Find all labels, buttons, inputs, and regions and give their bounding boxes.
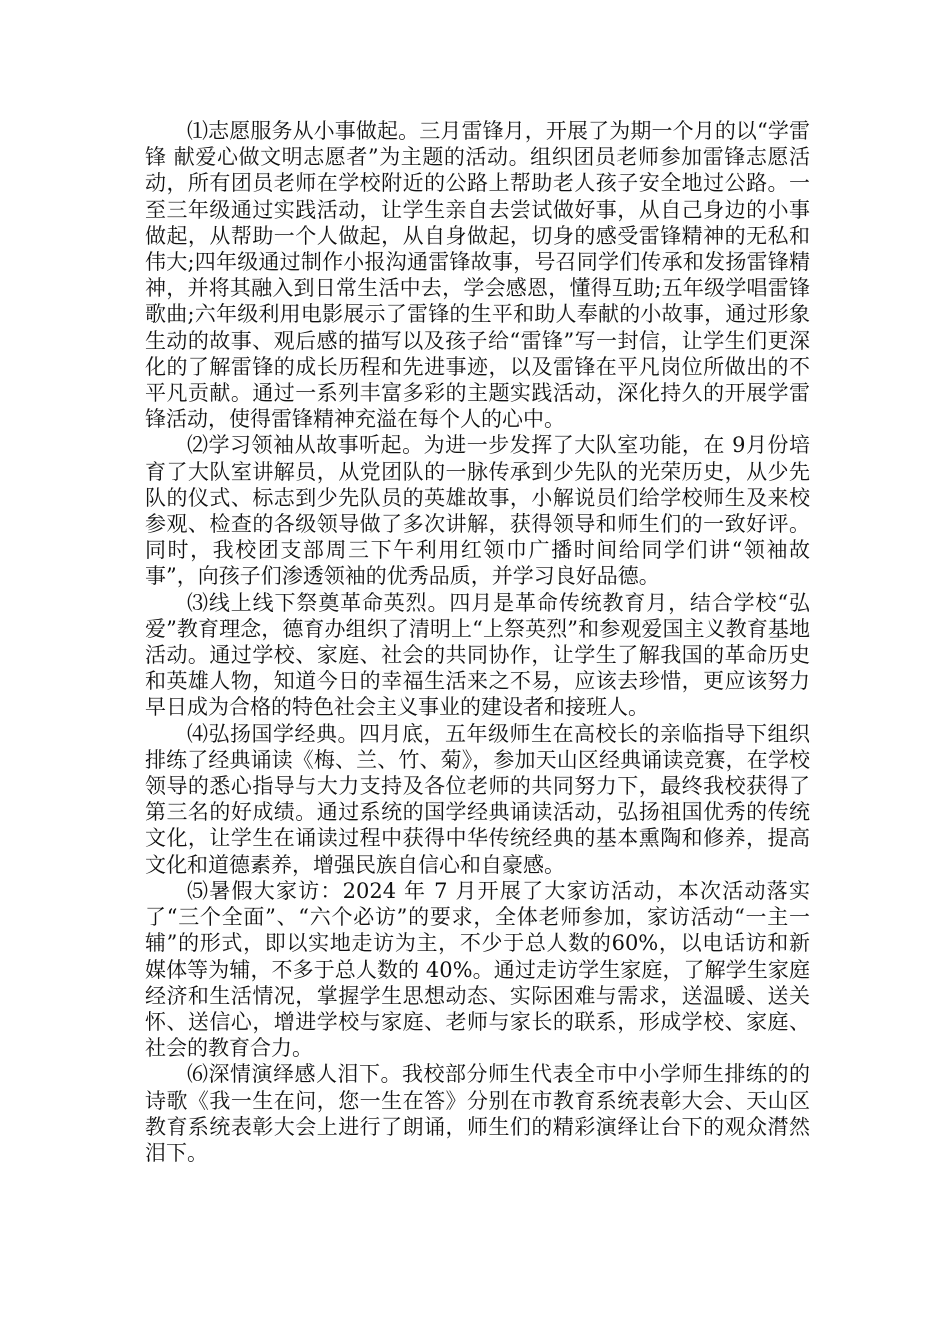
paragraph-leader-stories: ⑵学习领袖从故事听起。为进一步发挥了大队室功能，在 9月份培育了大队室讲解员，从党团队的一脉传承到少先队的光荣历史，从少先队的仪式、标志到少先队员的英雄故事，小解说员们给学校师生及来校参观、检查的各级领导做了多次讲解，获得领导和师生们的一致好评。同时，我校团支部周三下午利用红领巾广播时间给同学们讲“领袖故事”，向孩子们渗透领袖的优秀品质，并学习良好品德。 bbox=[145, 433, 810, 589]
paragraph-poetry-performance: ⑹深情演绎感人泪下。我校部分师生代表全市中小学师生排练的的诗歌《我一生在问，您一生在答》分别在市教育系统表彰大会、天山区教育系统表彰大会上进行了朗诵，师生们的精彩演绎让台下的观众潸然泪下。 bbox=[145, 1062, 810, 1165]
paragraph-revolutionary-martyrs: ⑶线上线下祭奠革命英烈。四月是革命传统教育月，结合学校“弘爱”教育理念，德育办组织了清明上“上祭英烈”和参观爱国主义教育基地活动。通过学校、家庭、社会的共同协作，让学生了解我国的革命历史和英雄人物，知道今日的幸福生活来之不易，应该去珍惜，更应该努力早日成为合格的特色社会主义事业的建设者和接班人。 bbox=[145, 590, 810, 720]
paragraph-classics-recitation: ⑷弘扬国学经典。四月底，五年级师生在高校长的亲临指导下组织排练了经典诵读《梅、兰、竹、菊》，参加天山区经典诵读竞赛，在学校领导的悉心指导与大力支持及各位老师的共同努力下，最终我校获得了第三名的好成绩。通过系统的国学经典诵读活动，弘扬祖国优秀的传统文化，让学生在诵读过程中获得中华传统经典的基本熏陶和修养，提高文化和道德素养，增强民族自信心和自豪感。 bbox=[145, 721, 810, 877]
paragraph-summer-home-visits: ⑸暑假大家访：2024 年 7 月开展了大家访活动，本次活动落实了“三个全面”、“六个必访”的要求，全体老师参加，家访活动“一主一辅”的形式，即以实地走访为主，不少于总人数的60%，以电话访和新媒体等为辅，不多于总人数的 40%。通过走访学生家庭，了解学生家庭经济和生活情况，掌握学生思想动态、实际困难与需求，送温暖、送关怀、送信心，增进学校与家庭、老师与家长的联系，形成学校、家庭、社会的教育合力。 bbox=[145, 878, 810, 1061]
paragraph-volunteer-service: ⑴志愿服务从小事做起。三月雷锋月，开展了为期一个月的以“学雷锋 献爱心做文明志愿者”为主题的活动。组织团员老师参加雷锋志愿活动，所有团员老师在学校附近的公路上帮助老人孩子安全地过公路。一至三年级通过实践活动，让学生亲自去尝试做好事，从自己身边的小事做起，从帮助一个人做起，从自身做起，切身的感受雷锋精神的无私和伟大;四年级通过制作小报沟通雷锋故事，号召同学们传承和发扬雷锋精神，并将其融入到日常生活中去，学会感恩，懂得互助;五年级学唱雷锋歌曲;六年级利用电影展示了雷锋的生平和助人奉献的小故事，通过形象生动的故事、观后感的描写以及孩子给“雷锋”写一封信，让学生们更深化的了解雷锋的成长历程和先进事迹，以及雷锋在平凡岗位所做出的不平凡贡献。通过一系列丰富多彩的主题实践活动，深化持久的开展学雷锋活动，使得雷锋精神充溢在每个人的心中。 bbox=[145, 119, 810, 432]
document-body bbox=[145, 118, 810, 1166]
